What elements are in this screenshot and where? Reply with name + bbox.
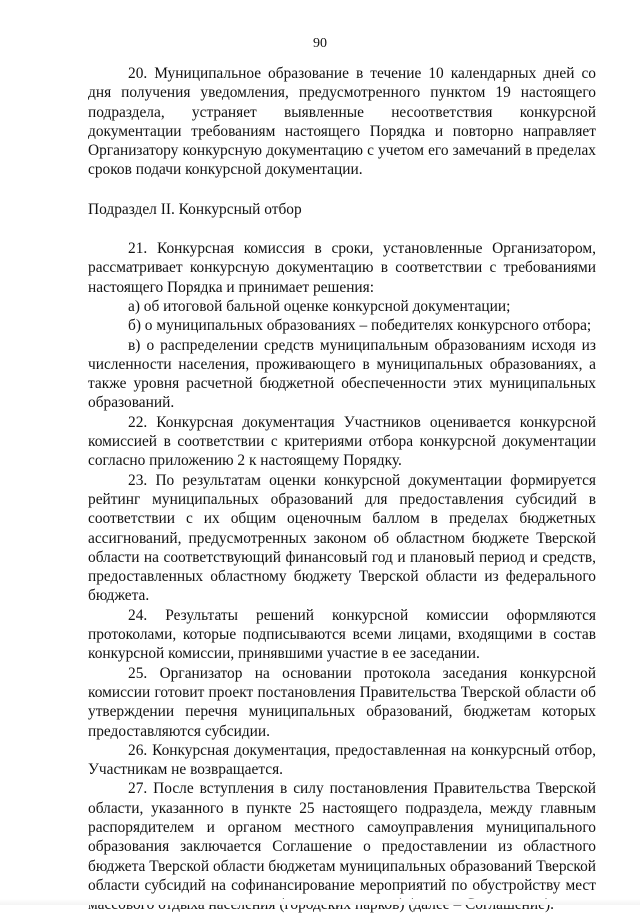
page-number: 90	[313, 36, 327, 51]
paragraph-25: 25. Организатор на основании протокола заседания конкурсной комиссии готовит проект постановления Правительства Тверской области об утверждении перечня муниципальных образований, бюджетам которых предоставляются субсидии.	[88, 664, 596, 740]
paragraph-22: 22. Конкурсная документация Участников оценивается конкурсной комиссией в соответствии с критериями отбора конкурсной документации согласно приложению 2 к настоящему Порядку.	[88, 413, 596, 470]
section-heading: Подраздел II. Конкурсный отбор	[88, 200, 302, 218]
paragraph-23: 23. По результатам оценки конкурсной документации формируется рейтинг муниципальных образований для предоставления субсидий в соответствии с их общим оценочным баллом в пределах бюджетных ассигнований, предусмотренных законом об областном бюджете Тверской области на соответствующий финансовый год и плановый период и средств, предоставленных областному бюджету Тверской области из федерального бюджета.	[88, 471, 596, 605]
document-body	[88, 64, 596, 914]
paragraph-21: 21. Конкурсная комиссия в сроки, установленные Организатором, рассматривает конкурсную документацию в соответствии с требованиями настоящего Порядка и принимает решения:	[88, 240, 596, 296]
paragraph-20: 20. Муниципальное образование в течение 10 календарных дней со дня получения уведомления, предусмотренного пунктом 19 настоящего подраздела, устраняет выявленные несоответствия конкурсной документации требованиям настоящего Порядка и повторно направляет Организатору конкурсную документацию с учетом его замечаний в пределах сроков подачи конкурсной документации.	[88, 65, 596, 179]
paragraph-21-b: б) о муниципальных образованиях – победителях конкурсного отбора;	[128, 317, 592, 335]
paragraph-21-c: в) о распределении средств муниципальным образованиям исходя из численности населения, проживающего в муниципальных образованиях, а также уровня расчетной бюджетной обеспеченности этих муниципальных образований.	[88, 336, 596, 412]
paragraph-27: 27. После вступления в силу постановления Правительства Тверской области, указанного в пункте 25 настоящего подраздела, между главным распорядителем и органом местного самоуправления муниципального образования заключается Соглашение о предоставлении из областного бюджета Тверской области бюджетам муниципальных образований Тверской области субсидий на софинансирование мероприятий по обустройству мест	[88, 780, 596, 894]
paragraph-26: 26. Конкурсная документация, предоставленная на конкурсный отбор, Участникам не возвращается.	[88, 741, 596, 779]
paragraph-21-a: а) об итоговой бальной оценке конкурсной документации;	[128, 297, 511, 315]
scan-bottom-edge	[0, 899, 640, 905]
paragraph-24: 24. Результаты решений конкурсной комиссии оформляются протоколами, которые подписываются всеми лицами, входящими в состав конкурсной комиссии, принявшими участие в ее заседании.	[88, 606, 596, 663]
